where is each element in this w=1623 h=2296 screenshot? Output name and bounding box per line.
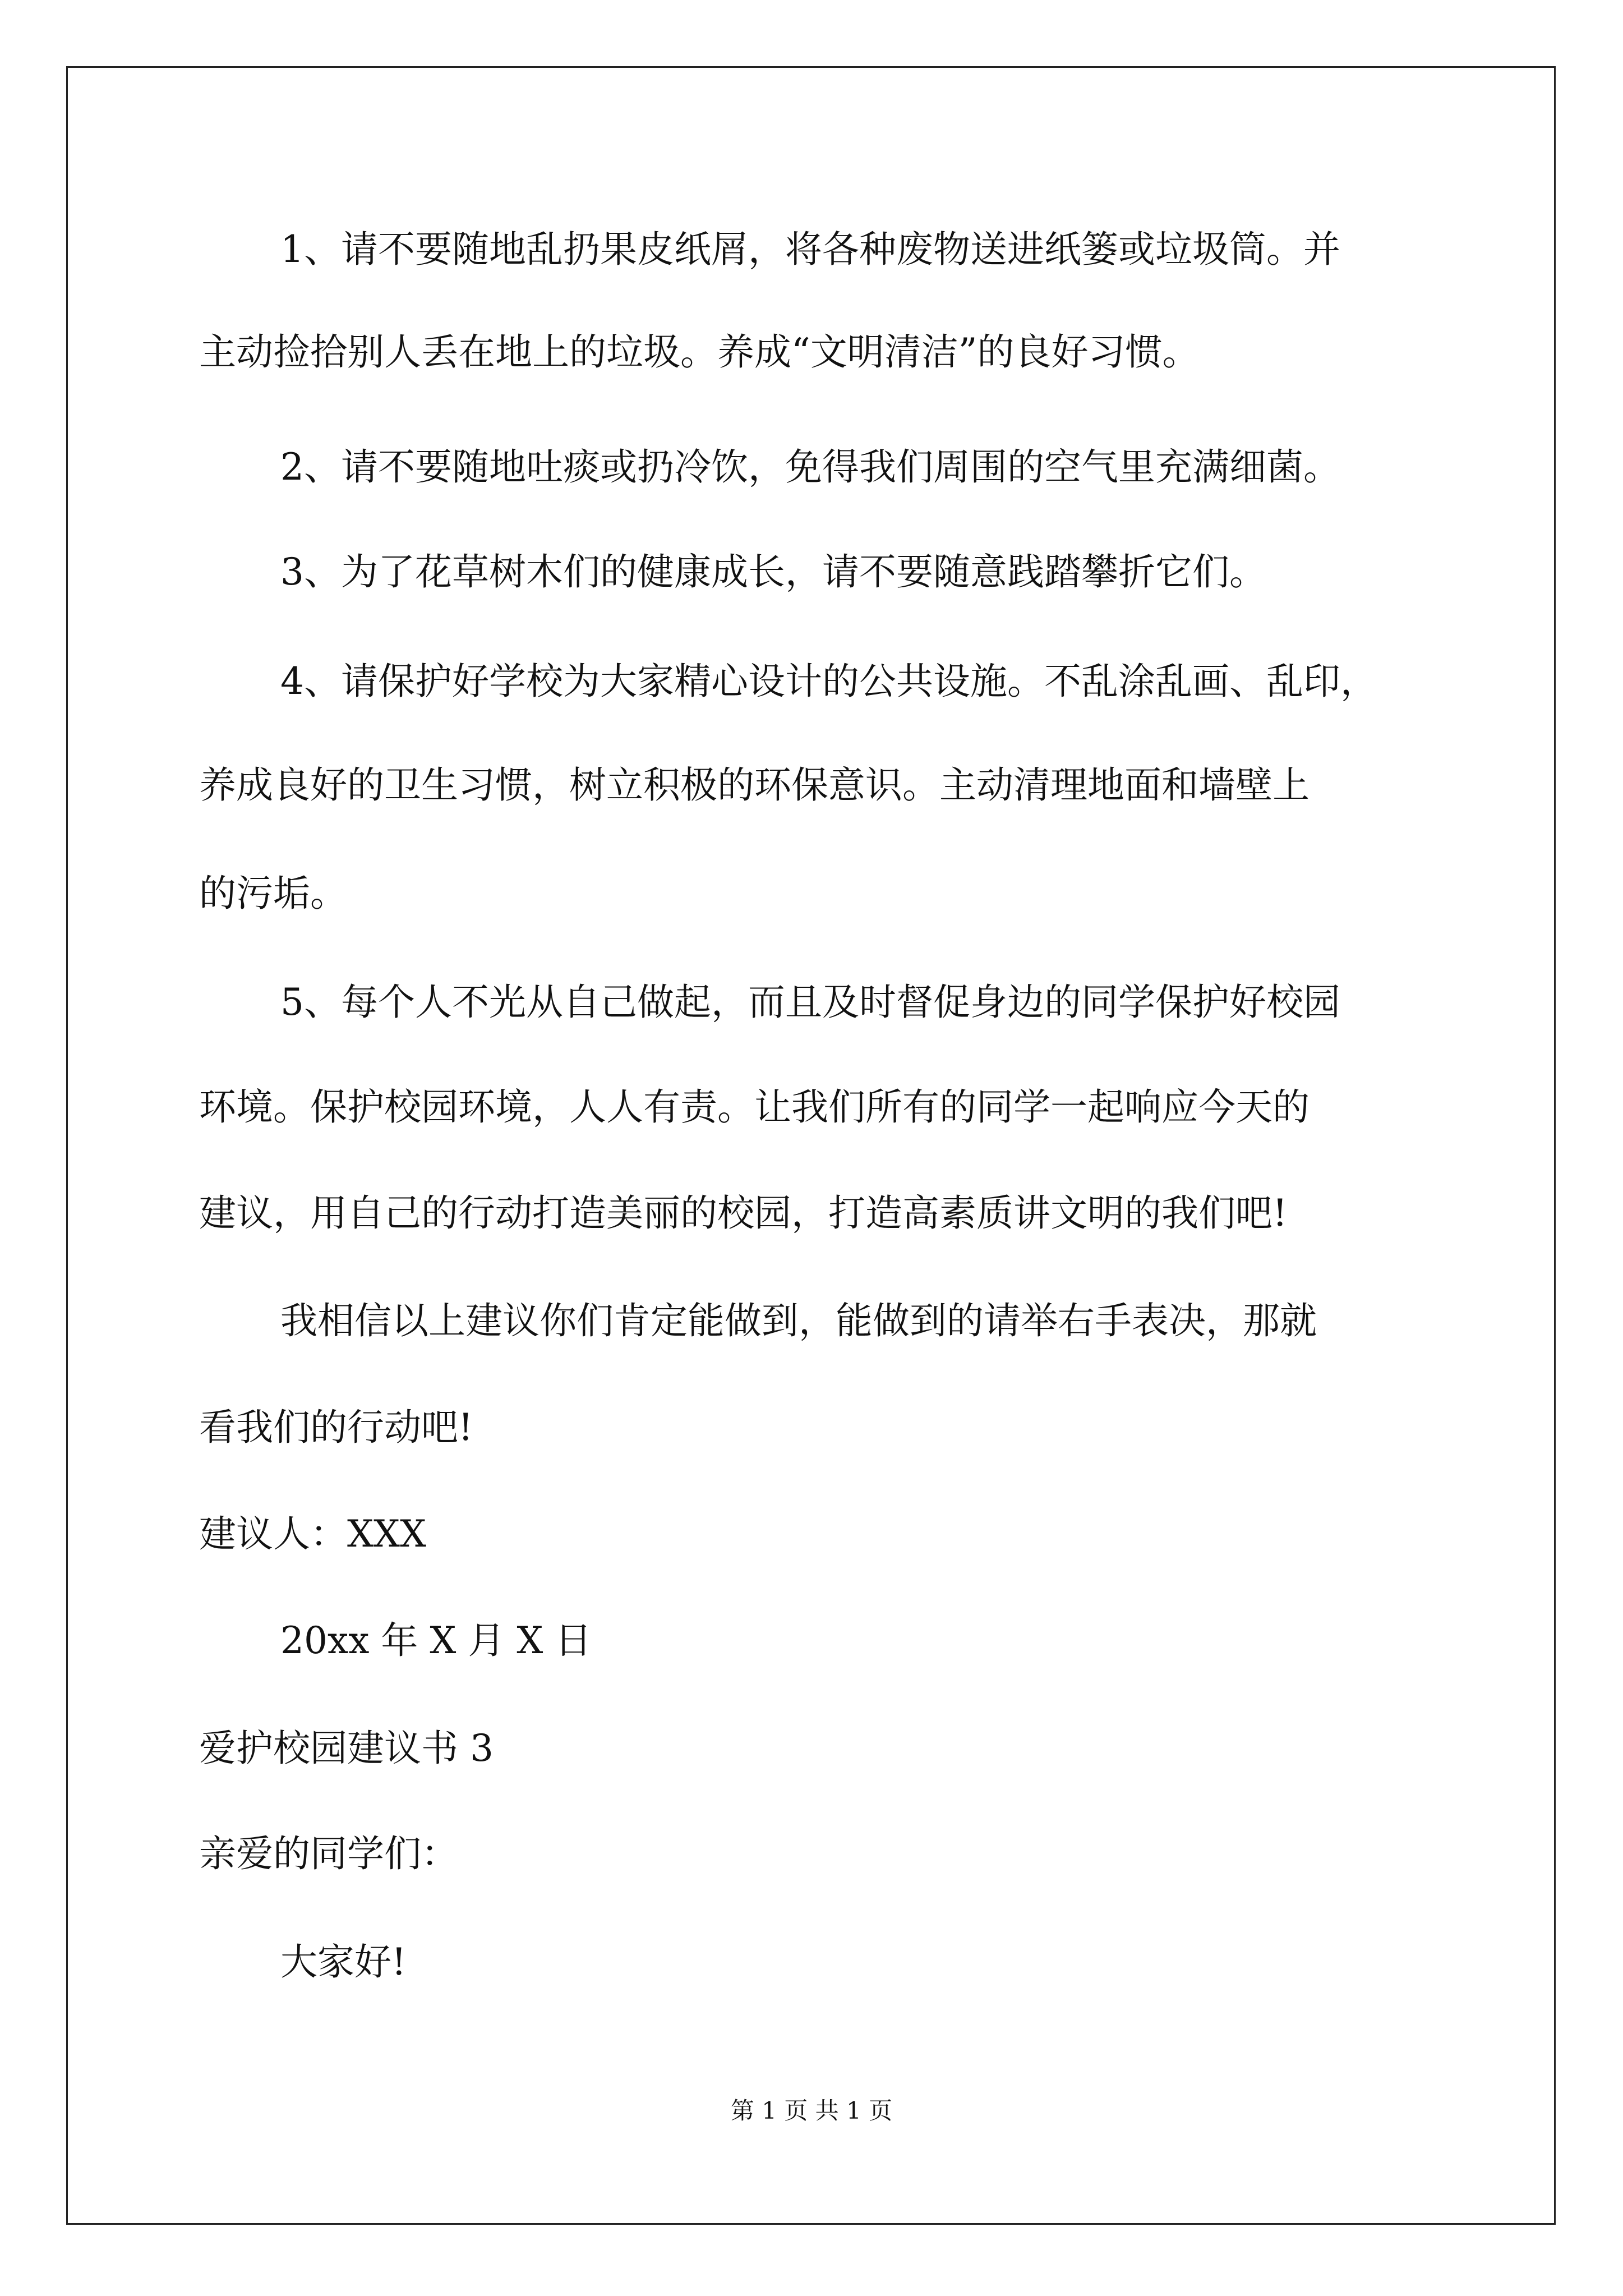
page-footer: 第 1 页 共 1 页 bbox=[730, 2097, 893, 2124]
section-title: 爱护校园建议书 3 bbox=[199, 1727, 494, 1770]
paragraph-3-line-1: 3、为了花草树木们的健康成长，请不要随意践踏攀折它们。 bbox=[280, 550, 1266, 593]
paragraph-4-line-2: 养成良好的卫生习惯，树立积极的环保意识。主动清理地面和墙壁上 bbox=[199, 763, 1310, 807]
paragraph-5-line-2: 环境。保护校园环境，人人有责。让我们所有的同学一起响应今天的 bbox=[199, 1085, 1310, 1129]
greeting: 大家好! bbox=[280, 1940, 407, 1984]
date-line: 20xx 年 X 月 X 日 bbox=[280, 1619, 592, 1662]
salutation: 亲爱的同学们： bbox=[199, 1832, 458, 1875]
paragraph-6-line-2: 看我们的行动吧! bbox=[199, 1406, 473, 1449]
page-border bbox=[66, 66, 1556, 2225]
paragraph-1-line-2: 主动捡拾别人丢在地上的垃圾。养成“文明清洁”的良好习惯。 bbox=[199, 330, 1200, 374]
paragraph-5-line-1: 5、每个人不光从自己做起，而且及时督促身边的同学保护好校园 bbox=[280, 981, 1340, 1024]
paragraph-5-line-3: 建议，用自己的行动打造美丽的校园，打造高素质讲文明的我们吧! bbox=[199, 1191, 1288, 1235]
paragraph-6-line-1: 我相信以上建议你们肯定能做到，能做到的请举右手表决，那就 bbox=[280, 1299, 1317, 1342]
paragraph-1-line-1: 1、请不要随地乱扔果皮纸屑，将各种废物送进纸篓或垃圾筒。并 bbox=[280, 228, 1340, 271]
paragraph-4-line-3: 的污垢。 bbox=[199, 872, 347, 915]
proposer-line: 建议人：XXX bbox=[199, 1512, 426, 1556]
paragraph-2-line-1: 2、请不要随地吐痰或扔冷饮，免得我们周围的空气里充满细菌。 bbox=[280, 445, 1340, 489]
paragraph-4-line-1: 4、请保护好学校为大家精心设计的公共设施。不乱涂乱画、乱印， bbox=[280, 660, 1377, 703]
